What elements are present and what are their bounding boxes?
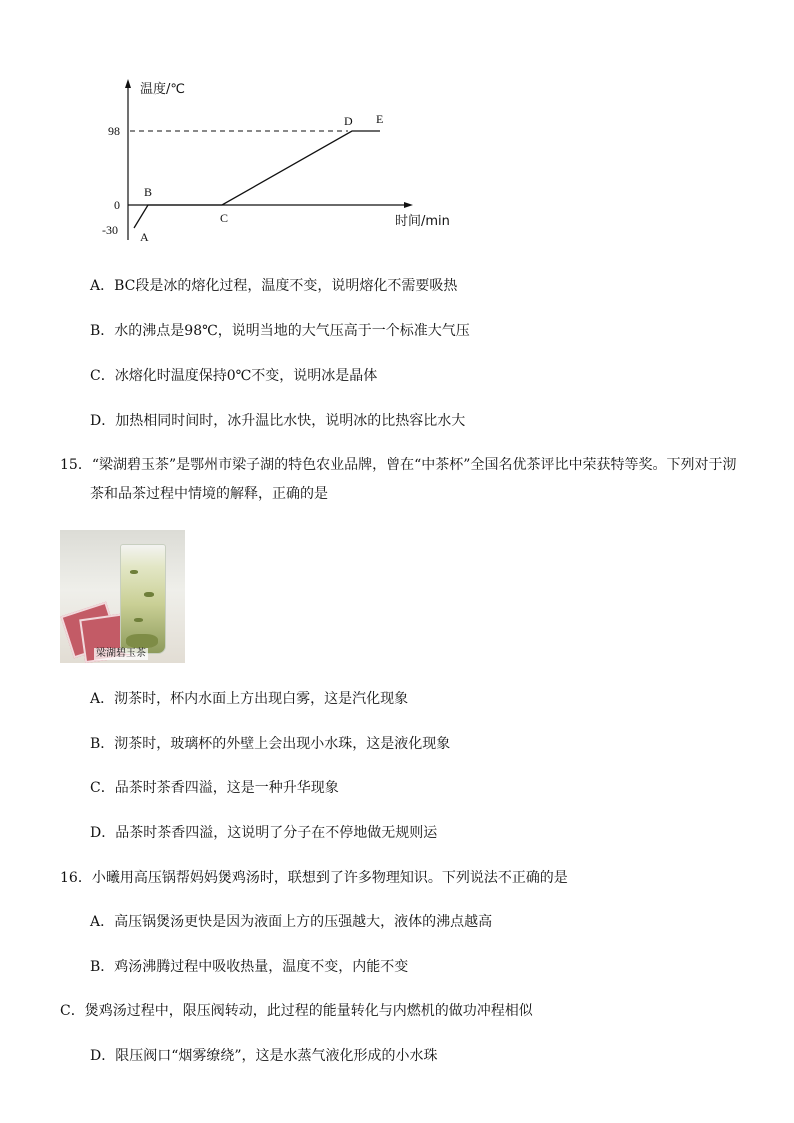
q16-option-a: A．高压锅煲汤更快是因为液面上方的压强越大，液体的沸点越高 <box>90 914 493 930</box>
q15-option-c: C．品茶时茶香四溢，这是一种升华现象 <box>90 780 339 796</box>
q15-option-a: A．沏茶时，杯内水面上方出现白雾，这是汽化现象 <box>90 691 409 707</box>
point-c-label: C <box>220 211 229 225</box>
q15-option-b: B．沏茶时，玻璃杯的外壁上会出现小水珠，这是液化现象 <box>90 736 451 752</box>
q15-stem-line2: 茶和品茶过程中情境的解释，正确的是 <box>90 486 328 502</box>
q16-stem: 16．小曦用高压锅帮妈妈煲鸡汤时，联想到了许多物理知识。下列说法不正确的是 <box>60 870 568 886</box>
q14-option-a: A．BC段是冰的熔化过程，温度不变，说明熔化不需要吸热 <box>90 278 458 294</box>
x-axis-arrow <box>404 202 413 208</box>
y-axis-label: 温度/℃ <box>140 82 185 97</box>
tea-leaf <box>144 592 154 597</box>
y-axis-arrow <box>125 79 131 88</box>
tea-leaf <box>134 618 143 622</box>
point-b-label: B <box>144 185 153 199</box>
temperature-curve <box>134 131 380 228</box>
point-e-label: E <box>376 112 384 126</box>
tick-98: 98 <box>108 124 120 138</box>
q15-stem-line1: 15．“梁湖碧玉茶”是鄂州市梁子湖的特色农业品牌，曾在“中茶杯”全国名优茶评比中荣获特等奖。下列对于沏 <box>60 457 737 473</box>
point-a-label: A <box>140 230 149 244</box>
q15-option-d: D．品茶时茶香四溢，这说明了分子在不停地做无规则运 <box>90 825 438 841</box>
tick-0: 0 <box>114 198 120 212</box>
tea-leaf <box>130 570 138 574</box>
temperature-time-graph <box>90 70 480 260</box>
q14-option-b: B．水的沸点是98℃，说明当地的大气压高于一个标准大气压 <box>90 323 470 339</box>
tea-photo-caption: 梁湖碧玉茶 <box>96 648 146 659</box>
x-axis-label: 时间/min <box>395 214 450 229</box>
point-d-label: D <box>344 114 353 128</box>
q16-option-b: B．鸡汤沸腾过程中吸收热量，温度不变，内能不变 <box>90 959 409 975</box>
tea-leaves-bottom <box>126 634 158 648</box>
q16-option-c: C．煲鸡汤过程中，限压阀转动，此过程的能量转化与内燃机的做功冲程相似 <box>60 1003 533 1019</box>
q14-option-c: C．冰熔化时温度保持0℃不变，说明冰是晶体 <box>90 368 378 384</box>
tick-neg30: -30 <box>102 223 118 237</box>
q16-option-d: D．限压阀口“烟雾缭绕”，这是水蒸气液化形成的小水珠 <box>90 1048 438 1064</box>
graph-svg <box>90 70 480 260</box>
tea-photo <box>60 530 185 663</box>
q14-option-d: D．加热相同时间时，冰升温比水快，说明冰的比热容比水大 <box>90 413 466 429</box>
